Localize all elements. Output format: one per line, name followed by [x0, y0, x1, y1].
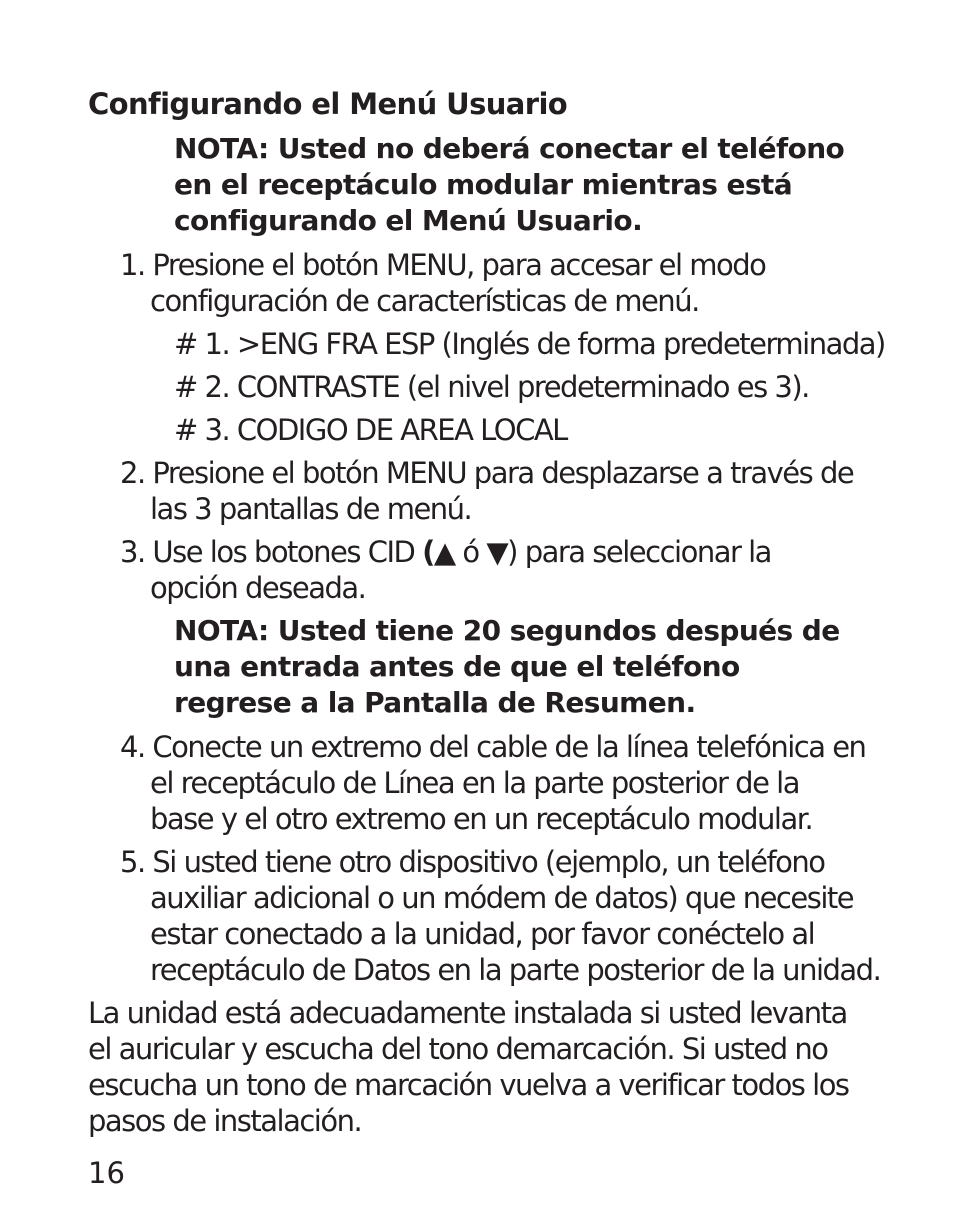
- note-line: en el receptáculo modular mientras está: [174, 168, 793, 201]
- menu-item: # 1. >ENG FRA ESP (Inglés de forma predeterminada): [174, 327, 885, 361]
- closing-paragraph-line: escucha un tono de marcación vuelva a verificar todos los: [88, 1068, 849, 1102]
- step-4-line: base y el otro extremo en un receptáculo modular.: [150, 802, 813, 836]
- step-3-middle: ó: [454, 535, 487, 569]
- closing-paragraph-line: el auricular y escucha del tono demarcación. Si usted no: [88, 1032, 828, 1066]
- menu-item: # 3. CODIGO DE AREA LOCAL: [174, 413, 567, 447]
- closing-paragraph-line: La unidad está adecuadamente instalada si usted levanta: [88, 996, 847, 1030]
- step-5-line: receptáculo de Datos en la parte posterior de la unidad.: [150, 953, 881, 987]
- step-5-line: auxiliar adicional o un módem de datos) que necesite: [150, 881, 854, 915]
- note-line: regrese a la Pantalla de Resumen.: [174, 686, 696, 719]
- down-arrow-icon: ▼: [486, 535, 508, 569]
- step-4-line: el receptáculo de Línea en la parte posterior de la: [150, 766, 799, 800]
- menu-item: # 2. CONTRASTE (el nivel predeterminado es 3).: [174, 370, 809, 404]
- step-3-suffix: ) para seleccionar la: [507, 535, 771, 569]
- page-number: 16: [88, 1156, 125, 1190]
- step-2-line: las 3 pantallas de menú.: [150, 492, 472, 526]
- step-5-line: 5. Si usted tiene otro dispositivo (ejemplo, un teléfono: [120, 845, 825, 879]
- note-line: NOTA: Usted tiene 20 segundos después de: [174, 614, 840, 647]
- note-line: configurando el Menú Usuario.: [174, 204, 643, 237]
- step-2-line: 2. Presione el botón MENU para desplazarse a través de: [120, 456, 854, 490]
- step-4-line: 4. Conecte un extremo del cable de la línea telefónica en: [120, 730, 866, 764]
- up-arrow-icon: ▲: [433, 535, 455, 569]
- step-3-line: opción deseada.: [150, 571, 366, 605]
- step-1-line: 1. Presione el botón MENU, para accesar el modo: [120, 248, 766, 282]
- note-line: una entrada antes de que el teléfono: [174, 650, 740, 683]
- step-1-line: configuración de características de menú.: [150, 284, 699, 318]
- section-title: Configurando el Menú Usuario: [88, 87, 568, 121]
- closing-paragraph-line: pasos de instalación.: [88, 1104, 362, 1138]
- step-3-prefix: 3. Use los botones CID: [120, 535, 423, 569]
- paren-open: (: [422, 535, 434, 569]
- step-3-line: [120, 534, 771, 570]
- note-line: NOTA: Usted no deberá conectar el teléfono: [174, 132, 845, 165]
- step-5-line: estar conectado a la unidad, por favor conéctelo al: [150, 917, 815, 951]
